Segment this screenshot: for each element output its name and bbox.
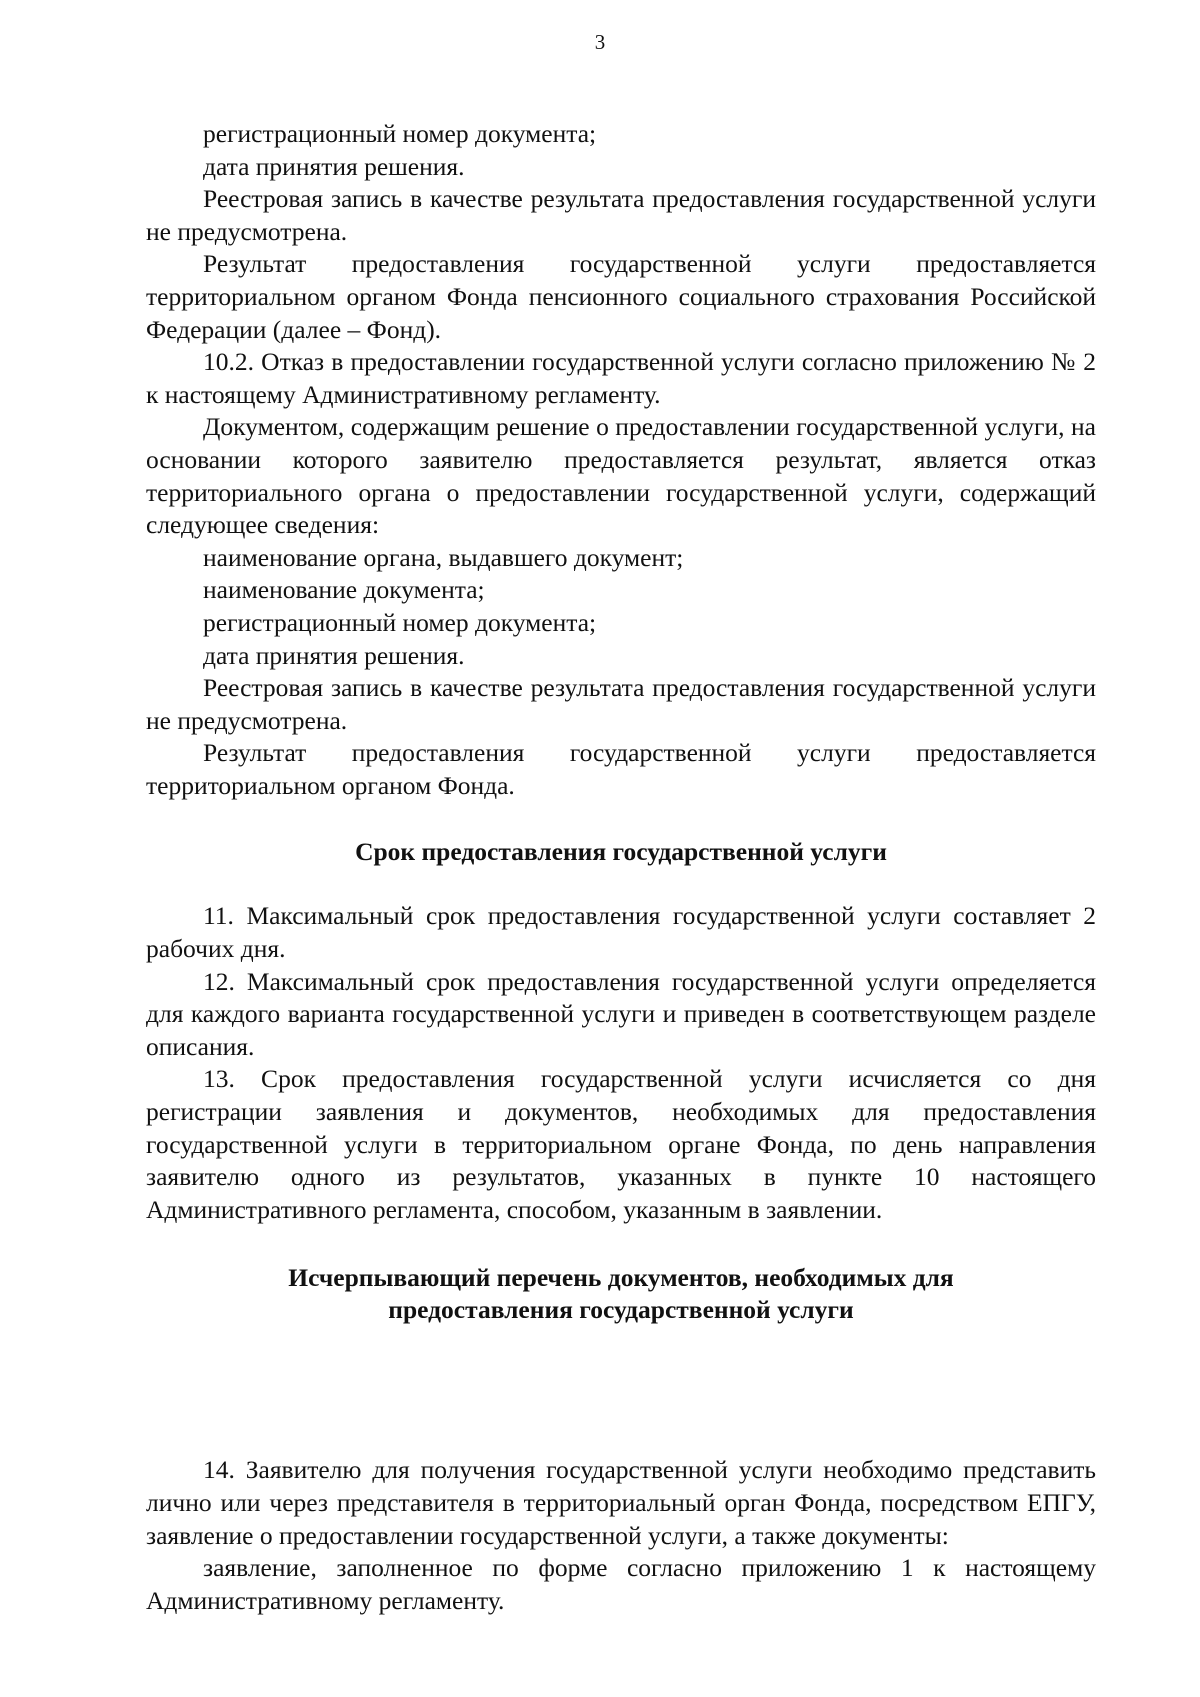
- paragraph: 14. Заявителю для получения государственной услуги необходимо представить лично или через представителя в территориальный орган Фонда, посредством ЕПГУ, заявление о предоставлении государственной услуги, а также документы:: [146, 1455, 1096, 1550]
- section-heading-perechen: [146, 1262, 1096, 1326]
- paragraph: 11. Максимальный срок предоставления государственной услуги составляет 2 рабочих дня.: [146, 901, 1096, 964]
- paragraph: Документом, содержащим решение о предоставлении государственной услуги, на основании которого заявителю предоставляется результат, является отказ территориального органа о предоставлении государственной услуги, содержащий следующее сведения:: [146, 412, 1096, 540]
- paragraph: наименование органа, выдавшего документ;: [203, 542, 684, 572]
- paragraph: Реестровая запись в качестве результата предоставления государственной услуги не предусмотрена.: [146, 673, 1096, 735]
- section-heading-line: предоставления государственной услуги: [388, 1295, 854, 1325]
- paragraph: заявление, заполненное по форме согласно приложению 1 к настоящему Административному регламенту.: [146, 1553, 1096, 1615]
- paragraph: регистрационный номер документа;: [203, 119, 597, 148]
- paragraph: наименование документа;: [203, 575, 485, 605]
- paragraph: 10.2. Отказ в предоставлении государственной услуги согласно приложению № 2 к настоящему Административному регламенту.: [146, 347, 1096, 409]
- paragraph: регистрационный номер документа;: [203, 607, 597, 637]
- paragraph: дата принятия решения.: [203, 151, 465, 181]
- paragraph: 13. Срок предоставления государственной услуги исчисляется со дня регистрации заявления и документов, необходимых для предоставления государственной услуги в территориальном органе Фонда, по день направления заявителю одного из результатов, указанных в пункте 10 настоящего Административного регламента, способом, указанным в заявлении.: [146, 1064, 1096, 1224]
- paragraph: дата принятия решения.: [203, 640, 465, 670]
- section-heading-line: Исчерпывающий перечень документов, необходимых для: [288, 1263, 954, 1293]
- paragraph: Реестровая запись в качестве результата предоставления государственной услуги не предусмотрена.: [146, 184, 1096, 246]
- document-body: [146, 118, 1096, 1617]
- page-number: 3: [594, 30, 606, 54]
- paragraph: Результат предоставления государственной услуги предоставляется территориальном органом Фонда.: [146, 738, 1096, 800]
- paragraph: Результат предоставления государственной услуги предоставляется территориальном органом Фонда пенсионного социального страхования Российской Федерации (далее – Фонд).: [146, 249, 1096, 344]
- section-heading-srok: Срок предоставления государственной услуги: [355, 837, 887, 867]
- paragraph: 12. Максимальный срок предоставления государственной услуги определяется для каждого варианта государственной услуги и приведен в соответствующем разделе описания.: [146, 966, 1096, 1061]
